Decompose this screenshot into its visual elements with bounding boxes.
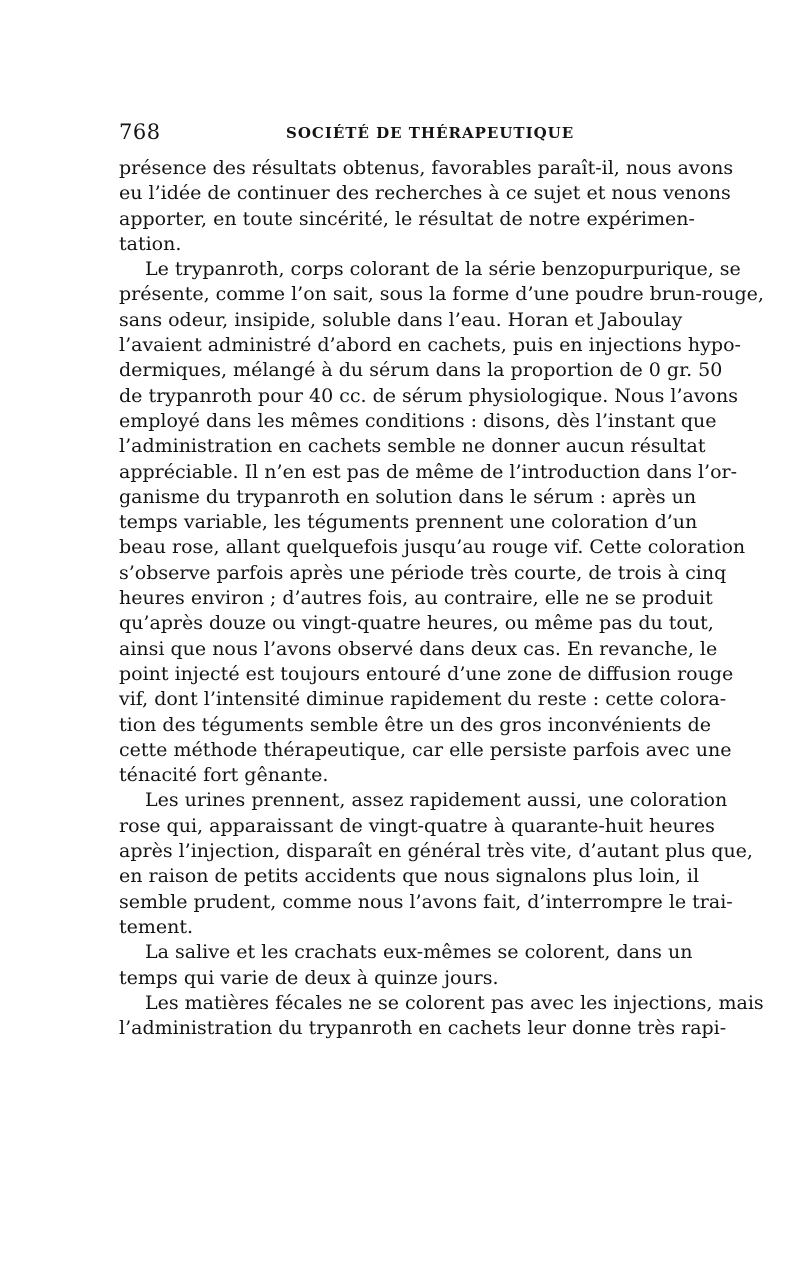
text-line: ainsi que nous l’avons observé dans deux cas. En revanche, le — [119, 637, 718, 660]
text-line: l’administration en cachets semble ne donner aucun résultat — [119, 435, 706, 458]
text-line: présente, comme l’on sait, sous la forme d’une poudre brun-rouge, — [119, 283, 764, 306]
text-line: l’avaient administré d’abord en cachets, puis en injections hypo- — [119, 334, 741, 357]
body-text — [119, 156, 764, 1041]
text-line: dermiques, mélangé à du sérum dans la proportion de 0 gr. 50 — [119, 359, 723, 382]
text-line: point injecté est toujours entouré d’une zone de diffusion rouge — [119, 662, 734, 685]
text-line: vif, dont l’intensité diminue rapidement du reste : cette colora- — [119, 688, 727, 711]
text-line: Le trypanroth, corps colorant de la série benzopurpurique, se — [145, 258, 741, 281]
text-line: temps qui varie de deux à quinze jours. — [119, 966, 499, 989]
journal-title: SOCIÉTÉ DE THÉRAPEUTIQUE — [286, 124, 575, 142]
text-line: tion des téguments semble être un des gros inconvénients de — [119, 713, 712, 736]
text-line: l’administration du trypanroth en cachets leur donne très rapi- — [119, 1017, 727, 1040]
text-line: après l’injection, disparaît en général très vite, d’autant plus que, — [119, 840, 753, 863]
text-line: tement. — [119, 915, 194, 938]
text-line: heures environ ; d’autres fois, au contraire, elle ne se produit — [119, 587, 713, 610]
text-line: cette méthode thérapeutique, car elle persiste parfois avec une — [119, 738, 732, 761]
text-line: tation. — [119, 232, 182, 255]
text-line: Les matières fécales ne se colorent pas avec les injections, mais — [145, 991, 764, 1014]
text-line: employé dans les mêmes conditions : disons, dès l’instant que — [119, 409, 717, 432]
text-line: semble prudent, comme nous l’avons fait, d’interrompre le trai- — [119, 890, 733, 913]
text-line: eu l’idée de continuer des recherches à ce sujet et nous venons — [119, 182, 731, 205]
text-line: sans odeur, insipide, soluble dans l’eau. Horan et Jaboulay — [119, 308, 683, 331]
text-line: rose qui, apparaissant de vingt-quatre à quarante-huit heures — [119, 814, 715, 837]
text-line: ténacité fort gênante. — [119, 764, 329, 787]
text-line: temps variable, les téguments prennent une coloration d’un — [119, 511, 698, 534]
text-line: de trypanroth pour 40 cc. de sérum physiologique. Nous l’avons — [119, 384, 738, 407]
text-line: ganisme du trypanroth en solution dans le sérum : après un — [119, 485, 697, 508]
text-line: Les urines prennent, assez rapidement aussi, une coloration — [145, 789, 728, 812]
text-line: s’observe parfois après une période très courte, de trois à cinq — [119, 561, 727, 584]
running-head — [119, 118, 672, 148]
text-line: présence des résultats obtenus, favorables paraît-il, nous avons — [119, 157, 734, 179]
page-number: 768 — [119, 120, 161, 144]
text-line: beau rose, allant quelquefois jusqu’au rouge vif. Cette coloration — [119, 536, 746, 559]
text-line: en raison de petits accidents que nous signalons plus loin, il — [119, 865, 700, 888]
text-line: appréciable. Il n’en est pas de même de l’introduction dans l’or- — [119, 460, 738, 483]
text-line: qu’après douze ou vingt-quatre heures, ou même pas du tout, — [119, 612, 714, 635]
text-line: apporter, en toute sincérité, le résultat de notre expérimen- — [119, 207, 695, 230]
text-line: La salive et les crachats eux-mêmes se colorent, dans un — [145, 941, 693, 964]
